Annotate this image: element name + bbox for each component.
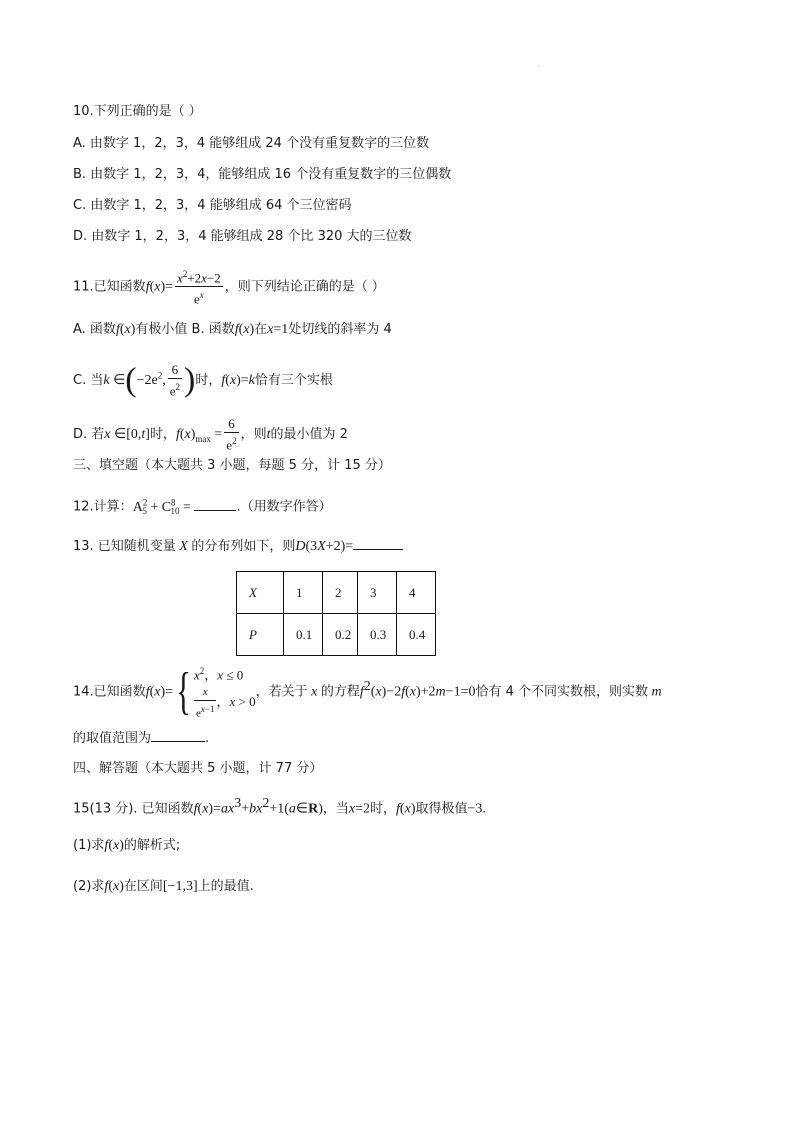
q11-d-mid: 时， — [149, 427, 176, 443]
q13: 13. 已知随机变量 X 的分布列如下，则D(3X+2)= — [73, 537, 403, 556]
q12-suffix: .（用数字作答） — [236, 499, 332, 515]
q10-option-c: C. 由数字 1，2，3，4 能够组成 64 个三位密码 — [73, 198, 352, 213]
table-cell: 1 — [284, 572, 323, 614]
q15-mid: ，当 — [322, 801, 349, 817]
q12-prefix: 12.计算： — [73, 499, 133, 515]
q15-prefix: 15(13 分). 已知函数 — [73, 801, 194, 817]
q13-mid: 的分布列如下，则 — [191, 539, 296, 554]
q14-mid2: 的方程 — [320, 684, 360, 700]
q14-prefix: 14.已知函数 — [73, 684, 146, 700]
table-cell: 3 — [358, 572, 397, 614]
q11-stem: 11.已知函数f(x)= $\frac{x^2+2x-2}{e^x}$ ，则下列结论正确的是（ ） — [73, 266, 385, 308]
table-cell: 0.1 — [284, 614, 323, 656]
q14-end: . — [205, 731, 210, 746]
q14-answer-blank[interactable] — [151, 729, 205, 742]
q11-prefix: 11.已知函数 — [73, 279, 146, 295]
q14-mid3: 恰有 4 个不同实数根，则实数 — [475, 684, 649, 700]
q11-option-c: C. 当k $\in(-2e^2$, $\frac{6}{e^2}$ )时，f(x)=k恰有三个实根 — [73, 361, 333, 399]
distribution-table — [236, 571, 436, 656]
q10-option-b: B. 由数字 1，2，3，4，能够组成 16 个没有重复数字的三位偶数 — [73, 167, 452, 182]
q11-fraction: $\frac{x^2+2x-2}{e^x}$ — [175, 266, 223, 308]
q11-c-pre: C. 当 — [73, 373, 104, 389]
q10-option-a: A. 由数字 1，2，3，4 能够组成 24 个没有重复数字的三位数 — [73, 136, 430, 151]
q14-mid: ，若关于 — [255, 684, 308, 700]
q10-option-d: D. 由数字 1，2，3，4 能够组成 28 个比 320 大的三位数 — [73, 229, 412, 244]
table-cell: P — [237, 614, 284, 656]
table-cell: 0.3 — [358, 614, 397, 656]
q15-part2-mid: 在区间 — [123, 879, 163, 894]
table-cell: 4 — [397, 572, 436, 614]
section-4-heading: 四、解答题（本大题共 5 小题，计 77 分） — [73, 761, 323, 776]
q15-mid2: 时， — [370, 801, 397, 817]
q11-b-post: 处切线的斜率为 4 — [288, 322, 392, 337]
q13-answer-blank[interactable] — [353, 537, 403, 550]
q11-a-post: 有极小值 B. 函数 — [135, 322, 235, 337]
q11-options-ab: A. 函数f(x)有极小值 B. 函数f(x)在x=1处切线的斜率为 4 — [73, 322, 392, 337]
q11-a-pre: A. 函数 — [73, 322, 116, 337]
q15-suffix: 取得极值 — [415, 801, 468, 817]
q14-line2 — [73, 729, 209, 748]
q12-answer-blank[interactable] — [194, 498, 236, 511]
q15-part1: (1)求f(x)的解析式; — [73, 838, 181, 853]
table-cell: 0.4 — [397, 614, 436, 656]
q11-option-d: D. 若x ∈[0,t]时，$f(x)_{max}$ = $\frac{6}{e^2}$ ，则t的最小值为 2 — [73, 416, 348, 453]
q11-b-mid: 在 — [254, 322, 268, 337]
q15-part1-post: 的解析式; — [123, 838, 181, 853]
section-3-heading: 三、填空题（本大题共 3 小题，每题 5 分，计 15 分） — [73, 458, 391, 473]
q14-piecewise: $x^2$，x ≤ 0 $\frac{x}{e^{x-1}}$ ，x > 0 — [194, 666, 256, 720]
table-cell: 2 — [323, 572, 358, 614]
q11-c-mid: 时， — [195, 373, 222, 389]
scan-speck: · — [538, 64, 540, 71]
q11-function-formula: f — [145, 279, 150, 295]
q14: 14.已知函数f(x)={ $x^2$，x ≤ 0 $\frac{x}{e^{x-1}}$ ，x > 0 ，若关于 x 的方程$f^2(x)-2f(x)+2m-1=0$恰有 4 个不同实数根，则实数 m — [73, 663, 662, 720]
table-row — [237, 614, 436, 656]
q11-c-post: 恰有三个实根 — [254, 373, 333, 389]
q13-prefix: 13. 已知随机变量 — [73, 539, 176, 554]
table-cell: 0.2 — [323, 614, 358, 656]
q11-d-post: 的最小值为 2 — [270, 427, 348, 443]
q14-line2-text: 的取值范围为 — [73, 731, 152, 746]
q12: 12.计算：$A^2_5 + C^8_{10}$ = .（用数字作答） — [73, 497, 332, 517]
q11-suffix: ，则下列结论正确的是（ ） — [224, 279, 385, 295]
q11-d-pre: D. 若 — [73, 427, 105, 443]
table-row — [237, 572, 436, 614]
q11-d-mid2: ，则 — [240, 427, 267, 443]
table-cell: X — [237, 572, 284, 614]
q10-stem: 10.下列正确的是（ ） — [73, 104, 202, 119]
q15: 15(13 分). 已知函数$f(x)=ax^3+bx^2+1(a\in R)$，当x=2时，f(x)取得极值−3. — [73, 796, 486, 817]
q15-part1-pre: (1)求 — [73, 838, 105, 853]
q15-part2-post: 上的最值. — [197, 879, 254, 894]
q15-part2: (2)求f(x)在区间[−1,3]上的最值. — [73, 879, 254, 894]
q15-part2-pre: (2)求 — [73, 879, 105, 894]
